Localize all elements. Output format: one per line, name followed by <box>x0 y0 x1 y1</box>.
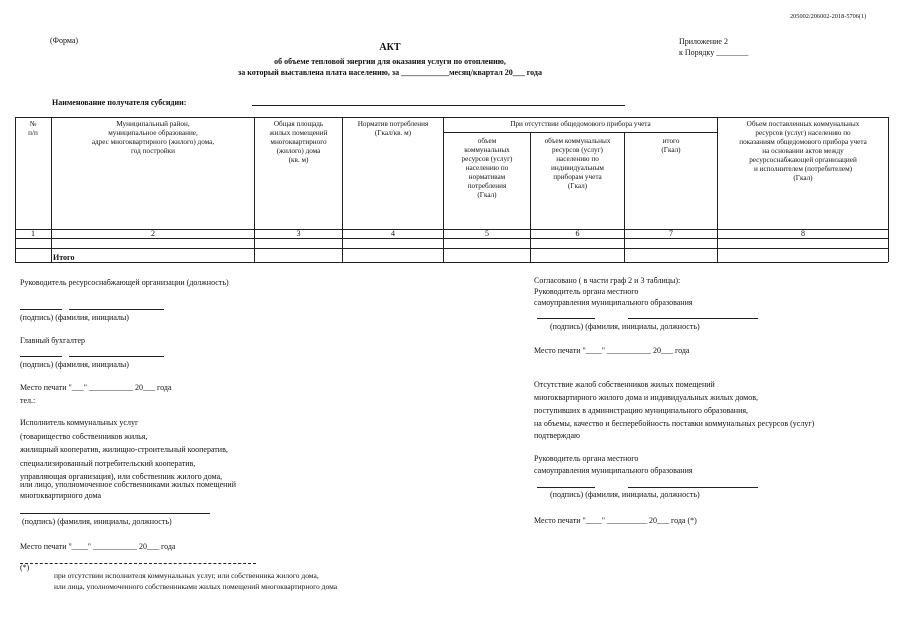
header-volume-meter: Объем поставленных коммунальных ресурсов (услуг) населению по показаниям общедомового прибора учета на основании актов между ресурсоснабжающей организацией и исполнителем (потребителем) (Гкал) <box>739 120 867 182</box>
signature-caption: (подпись) (фамилия, инициалы, должность) <box>550 490 700 499</box>
executor-text: (товарищество собственников жилья, <box>20 432 148 441</box>
footnote-text: или лица, уполномоченного собственниками жилых помещений многоквартирного дома <box>54 582 338 591</box>
appendix-line1: Приложение 2 <box>679 37 728 46</box>
doc-subtitle-1: об объеме тепловой энергии для оказания услуги по отоплению, <box>274 57 506 66</box>
total-row-label: Итого <box>53 253 75 262</box>
column-number: 8 <box>801 229 805 238</box>
doc-subtitle-2: за который выставлена плата населению, за ____________месяц/квартал 20___ года <box>238 68 542 77</box>
column-number: 7 <box>669 229 673 238</box>
footnote-separator <box>20 563 256 564</box>
header-volume-individual: объем коммунальных ресурсов (услуг) населению по индивидуальным приборам учета (Гкал) <box>544 137 611 190</box>
executor-text: управляющая организация), или собственник жилого дома, <box>20 472 223 481</box>
complaints-text: поступивших в администрацию муниципального образования, <box>534 406 749 415</box>
executor-text: жилищный кооператив, жилищно-строительный кооператив, <box>20 445 228 454</box>
column-number: 2 <box>151 229 155 238</box>
local-head-label: самоуправления муниципального образования <box>534 466 693 475</box>
footnote-text: при отсутствии исполнителя коммунальных услуг, или собственника жилого дома, <box>54 571 319 580</box>
signature-caption: (подпись) (фамилия, инициалы, должность) <box>22 517 172 526</box>
header-norm: Норматив потребления (Гкал/кв. м) <box>357 120 429 137</box>
header-no-meter-group: При отсутствии общедомового прибора учета <box>510 120 651 128</box>
stamp-place-line: Место печати "___" ___________ 20___ года <box>20 383 172 392</box>
table-number-row-bottom <box>15 238 888 239</box>
table-border-left <box>15 117 16 262</box>
local-head-label: самоуправления муниципального образования <box>534 298 693 307</box>
column-number: 5 <box>485 229 489 238</box>
signature-caption: (подпись) (фамилия, инициалы) <box>20 313 129 322</box>
column-number: 4 <box>391 229 395 238</box>
header-municipality: Муниципальный район, муниципальное образование, адрес многоквартирного (жилого) дома, год постройки <box>91 120 215 155</box>
signature-caption: (подпись) (фамилия, инициалы) <box>20 360 129 369</box>
recipient-line <box>252 105 625 106</box>
header-volume-norm: объем коммунальных ресурсов (услуг) населению по нормативам потребления (Гкал) <box>461 137 513 199</box>
executor-text: Исполнитель коммунальных услуг <box>20 418 139 427</box>
signature-line <box>69 356 164 357</box>
table-border-bottom <box>15 262 888 263</box>
stamp-place-line: Место печати "____" ___________ 20___ года <box>20 542 176 551</box>
signature-line <box>628 318 758 319</box>
footnote-mark: (*) <box>20 563 30 572</box>
form-label: (Форма) <box>50 36 79 45</box>
signature-line <box>537 487 595 488</box>
local-head-label: Руководитель органа местного <box>534 287 639 296</box>
executor-text: специализированный потребительский кооператив, <box>20 459 196 468</box>
table-border-top <box>15 117 888 118</box>
appendix-line2: к Порядку ________ <box>679 48 749 57</box>
doc-title: АКТ <box>379 42 401 53</box>
local-head-label: Руководитель органа местного <box>534 454 639 463</box>
document-code: 205002/206002-2018-5706(1) <box>790 13 867 20</box>
signature-line <box>628 487 758 488</box>
signature-caption: (подпись) (фамилия, инициалы, должность) <box>550 322 700 331</box>
header-total: итого (Гкал) <box>661 137 681 154</box>
signature-line <box>69 309 164 310</box>
executor-text: или лицо, уполномоченное собственниками жилых помещений <box>20 480 236 489</box>
complaints-text: на объемы, качество и бесперебойность поставки коммунальных ресурсов (услуг) <box>534 419 815 428</box>
column-number: 6 <box>575 229 580 238</box>
executor-text: многоквартирного дома <box>20 491 102 500</box>
complaints-text: подтверждаю <box>534 431 581 440</box>
stamp-place-line: Место печати "____" ___________ 20___ года <box>534 346 690 355</box>
complaints-text: Отсутствие жалоб собственников жилых помещений <box>534 380 715 389</box>
table-data-row-bottom <box>15 248 888 249</box>
signature-line <box>20 513 210 514</box>
stamp-place-line: Место печати "____" __________ 20___ года (*) <box>534 516 697 525</box>
column-number: 1 <box>31 229 35 238</box>
agreed-label: Согласовано ( в части граф 2 и 3 таблицы): <box>534 276 681 285</box>
recipient-label: Наименование получателя субсидии: <box>52 98 187 107</box>
phone-label: тел.: <box>20 396 36 405</box>
resource-org-head-label: Руководитель ресурсоснабжающей организации (должность) <box>20 278 229 287</box>
signature-line <box>20 309 62 310</box>
chief-accountant-label: Главный бухгалтер <box>20 336 85 345</box>
table-border-right <box>888 117 889 262</box>
complaints-text: многоквартирного жилого дома и индивидуальных жилых домов, <box>534 393 758 402</box>
table-col-divider <box>342 117 343 262</box>
signature-line <box>537 318 595 319</box>
header-number: № п/п <box>28 120 38 137</box>
header-area: Общая площадь жилых помещений многоквартирного (жилого) дома (кв. м) <box>269 120 328 164</box>
signature-line <box>20 356 62 357</box>
table-group-line <box>443 132 717 133</box>
column-number: 3 <box>296 229 301 238</box>
